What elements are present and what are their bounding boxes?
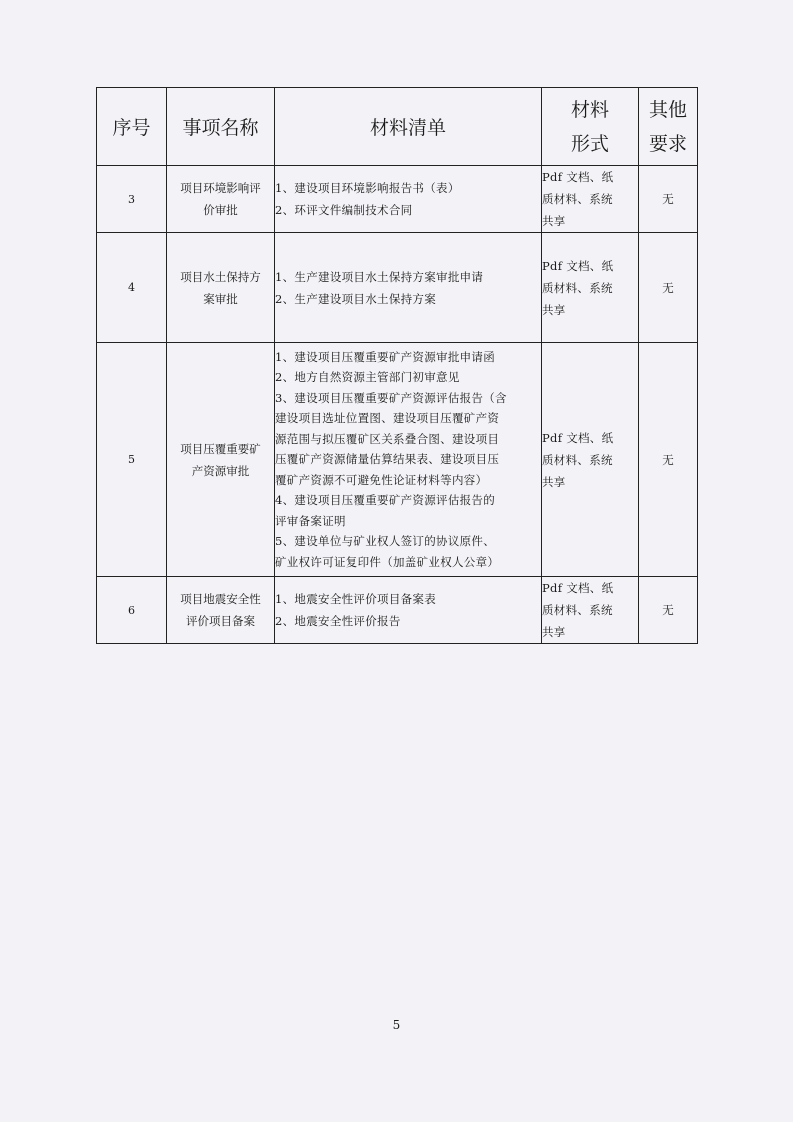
material-item: 压覆矿产资源储量估算结果表、建设项目压	[275, 452, 500, 467]
page-number: 5	[392, 1018, 401, 1032]
form-line: 共享	[542, 302, 566, 317]
row-other: 无	[639, 166, 698, 233]
row-seq: 3	[97, 166, 167, 233]
form-line: Pdf 文档、纸	[542, 170, 614, 184]
row-materials	[275, 166, 542, 233]
material-item: 2、生产建设项目水土保持方案	[275, 291, 437, 306]
header-form-line2: 形式	[570, 132, 609, 155]
row-name	[167, 577, 275, 644]
form-line: 质材料、系统	[542, 280, 613, 295]
form-line: Pdf 文档、纸	[542, 581, 614, 595]
row-name-line: 评价项目备案	[186, 614, 255, 628]
row-name-line: 项目压覆重要矿	[180, 441, 261, 456]
table-row	[97, 577, 698, 644]
header-other-line1: 其他	[648, 98, 687, 121]
row-name-line: 项目环境影响评	[180, 181, 261, 195]
form-line: 共享	[542, 474, 566, 489]
row-name	[167, 343, 275, 577]
row-name-line: 价审批	[203, 203, 238, 217]
table-header-row	[97, 88, 698, 166]
material-item: 3、建设项目压覆重要矿产资源评估报告（含	[275, 390, 507, 405]
material-item: 5、建设单位与矿业权人签订的协议原件、	[275, 534, 496, 549]
material-item: 矿业权许可证复印件（加盖矿业权人公章）	[275, 554, 500, 569]
row-name	[167, 166, 275, 233]
row-form	[542, 577, 639, 644]
header-seq: 序号	[97, 88, 167, 166]
row-other: 无	[639, 343, 698, 577]
material-item: 4、建设项目压覆重要矿产资源评估报告的	[275, 493, 496, 508]
row-name-line: 产资源审批	[191, 463, 250, 478]
material-item: 评审备案证明	[275, 513, 346, 528]
header-other	[639, 88, 698, 166]
header-form-line1: 材料	[570, 98, 609, 121]
material-item: 1、建设项目压覆重要矿产资源审批申请函	[275, 349, 496, 364]
row-form	[542, 343, 639, 577]
row-name-line: 项目地震安全性	[180, 592, 261, 606]
table-row	[97, 343, 698, 577]
form-line: 质材料、系统	[542, 452, 613, 467]
row-form	[542, 233, 639, 343]
row-name-line: 项目水土保持方	[180, 269, 261, 284]
row-name	[167, 233, 275, 343]
table-row	[97, 233, 698, 343]
table-row	[97, 166, 698, 233]
header-form	[542, 88, 639, 166]
material-item: 2、地震安全性评价报告	[275, 614, 401, 628]
material-item: 2、环评文件编制技术合同	[275, 203, 413, 217]
row-materials	[275, 577, 542, 644]
material-item: 覆矿产资源不可避免性论证材料等内容）	[275, 472, 488, 487]
material-item: 2、地方自然资源主管部门初审意见	[275, 370, 460, 385]
form-line: 共享	[542, 214, 566, 228]
material-item: 1、生产建设项目水土保持方案审批申请	[275, 269, 484, 284]
form-line: Pdf 文档、纸	[542, 430, 614, 445]
form-line: 共享	[542, 625, 566, 639]
row-other: 无	[639, 577, 698, 644]
header-name: 事项名称	[167, 88, 275, 166]
header-materials: 材料清单	[275, 88, 542, 166]
row-other: 无	[639, 233, 698, 343]
row-seq: 4	[97, 233, 167, 343]
form-line: 质材料、系统	[542, 192, 613, 206]
row-materials	[275, 343, 542, 577]
form-line: 质材料、系统	[542, 603, 613, 617]
form-line: Pdf 文档、纸	[542, 258, 614, 273]
row-seq: 5	[97, 343, 167, 577]
material-item: 1、建设项目环境影响报告书（表）	[275, 181, 460, 195]
row-seq: 6	[97, 577, 167, 644]
header-other-line2: 要求	[648, 132, 687, 155]
materials-table	[96, 87, 698, 644]
row-form	[542, 166, 639, 233]
material-item: 1、地震安全性评价项目备案表	[275, 592, 437, 606]
row-name-line: 案审批	[203, 291, 238, 306]
row-materials	[275, 233, 542, 343]
material-item: 源范围与拟压覆矿区关系叠合图、建设项目	[275, 431, 500, 446]
material-item: 建设项目选址位置图、建设项目压覆矿产资	[275, 411, 500, 426]
